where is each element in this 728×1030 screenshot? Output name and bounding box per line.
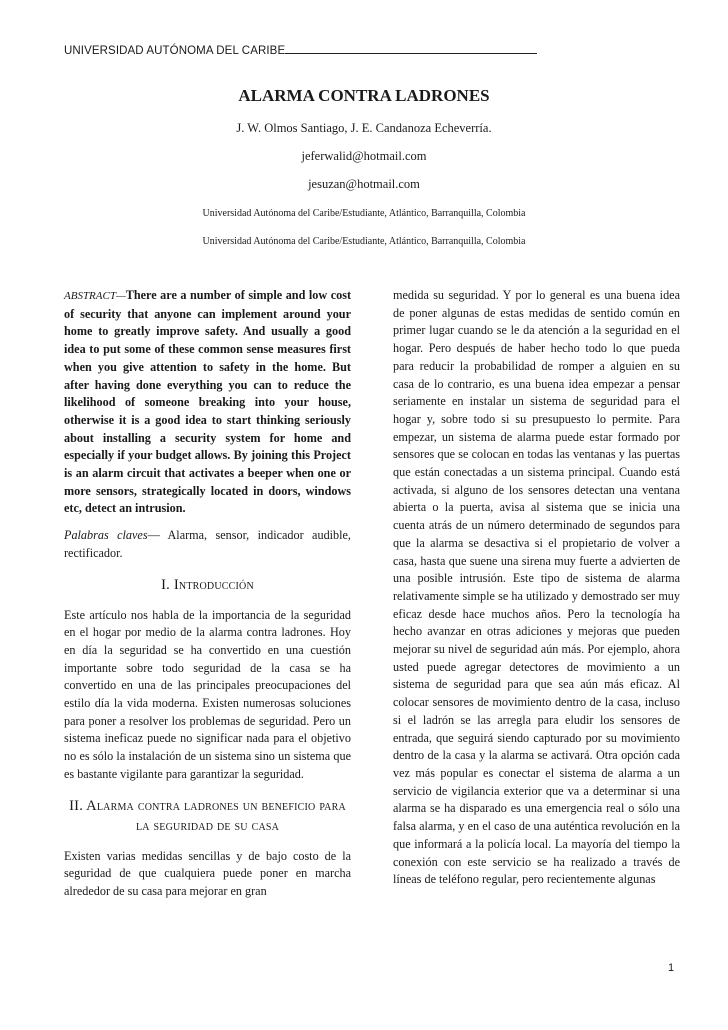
author-email-1: jeferwalid@hotmail.com (301, 149, 427, 163)
section-2-heading: II. Alarma contra ladrones un beneficio para la seguridad de su casa (69, 797, 346, 834)
abstract-label: ABSTRACT (64, 290, 116, 302)
section-2-body-right: medida su seguridad. Y por lo general es una buena idea de poner algunas de estas medidas de sentido común en primer lugar cuando se le da atención a la seguridad en el hogar. Pero después de haber hecho todo lo que pueda para reducir la probabilidad de romper a alguien en su casa de lo contrario, es una buena idea empezar a pensar seriamente en instalar un sistema de seguridad para el hogar y, sobre todo si su presupuesto lo permite. Para empezar, un sistema de alarma puede estar formado por sensores que se colocan en todas las ventanas y las puertas que están conectadas a un sistema principal. Cuando está activada, si alguno de los sensores detectan una ventana abierta o la puerta, avisa al sistema que se inicia una cuenta atrás de un número determinado de segundos para que la alarma se desactiva si el propietario de volver a casa, hasta que suene una sirena muy fuerte a advierten de una posible intrusión. Este tipo de sistema de alarma relativamente simple se ha utilizado y demostrado ser muy eficaz desde hace muchos años. Pero la tecnología ha hecho avanzar en otras adiciones y mejoras que pueden mejorar su nivel de seguridad aún más. Por ejemplo, ahora usted puede agregar detectores de movimiento a un sistema de seguridad para que sea aún más eficaz. Al colocar sensores de movimiento dentro de la casa, incluso si el ladrón se las arregla para eludir los sensores de entrada, que seguirá siendo capturado por su movimiento dentro de la casa y la alarma se activará. Otra opción cada vez más popular es conectar el sistema de alarma a un servicio de vigilancia exterior que va a determinar si una alarma se ha disparado es una emergencia real o sólo una falsa alarma, y en el caso de una auténtica revolución en la que informará a la policía local. La mayoría del tiempo la conexión con este servicio se ha realizado a través de líneas de teléfono regular, pero recientemente algunas (393, 288, 680, 887)
abstract-dash: — (115, 290, 126, 302)
abstract (64, 287, 351, 518)
paper-title: ALARMA CONTRA LADRONES (238, 86, 490, 105)
running-header-text: UNIVERSIDAD AUTÓNOMA DEL CARIBE (64, 45, 286, 57)
keywords-text: Alarma, sensor, indicador audible, rectificador. (64, 528, 351, 560)
author-email-2: jesuzan@hotmail.com (308, 177, 420, 191)
left-column (64, 287, 351, 901)
running-header (64, 44, 537, 57)
keywords-label: Palabras claves (64, 528, 148, 543)
affiliation-2: Universidad Autónoma del Caribe/Estudiante, Atlántico, Barranquilla, Colombia (202, 236, 526, 247)
section-2-body-left: Existen varias medidas sencillas y de bajo costo de la seguridad de que cualquiera puede poner en marcha alrededor de su casa para mejorar en gran (64, 848, 351, 898)
page-number: 1 (668, 962, 675, 974)
section-1-heading: I. Introducción (161, 576, 254, 593)
keywords-dash: — (147, 528, 168, 543)
affiliation-1: Universidad Autónoma del Caribe/Estudiante, Atlántico, Barranquilla, Colombia (202, 208, 526, 219)
header-rule (285, 44, 537, 54)
keywords (64, 527, 351, 562)
right-column (393, 287, 680, 889)
section-1-body: Este artículo nos habla de la importancia de la seguridad en el hogar por medio de la alarma contra ladrones. Hoy en día la seguridad se ha convertido en una cuestión importante sobre todo seguridad de la casa se ha convertido en una de las principales preocupaciones del estilo día la vida moderna. Existen numerosas soluciones para poner a resolver los problemas de seguridad. Pero un sistema ineficaz puede no significar nada para el objetivo no es sólo la instalación de un sistema sino un sistema que es bastante vigilante para garantizar la seguridad. (64, 607, 351, 781)
abstract-text: There are a number of simple and low cost of security that anyone can implement around your home to greatly improve safety. And usually a good idea to put some of these common sense measures first when you give attention to safety in the home. But after having done everything you can to reduce the likelihood of someone breaking into your house, otherwise it is a good idea to start thinking seriously about installing a security system for home and especially if your budget allows. By joining this Project is an alarm circuit that activates a beeper when one or more sensors, strategically located in doors, windows etc, detect an intrusion. (64, 288, 351, 516)
paper-authors: J. W. Olmos Santiago, J. E. Candanoza Echeverría. (236, 121, 492, 135)
